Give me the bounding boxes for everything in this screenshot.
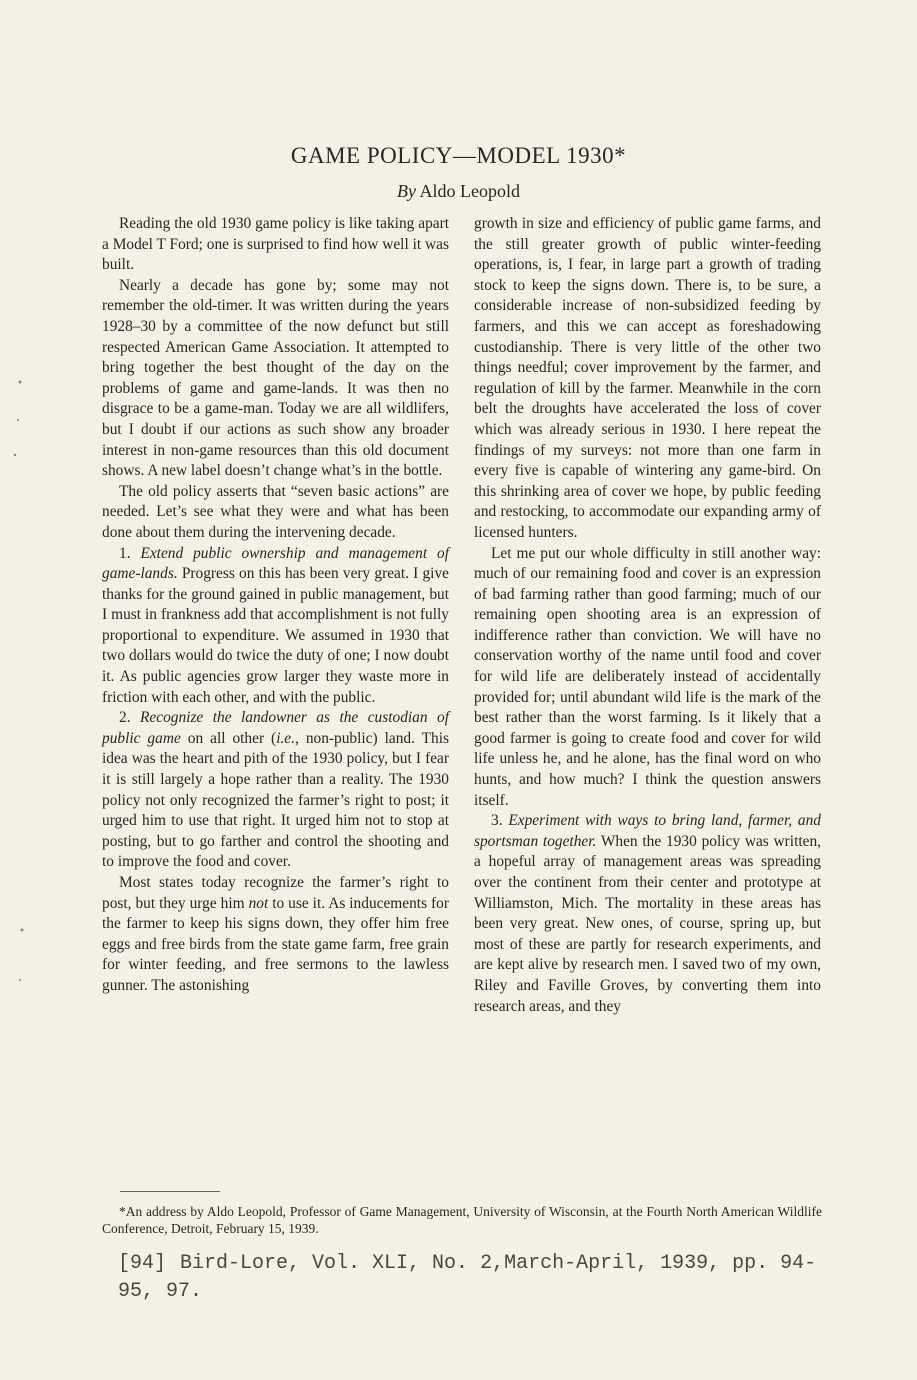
- footnote-rule: [120, 1191, 220, 1192]
- footnote: *An address by Aldo Leopold, Professor of Game Management, University of Wisconsin, at the Fourth North American Wildlife Conference, Detroit, February 15, 1939.: [102, 1204, 822, 1236]
- speck: [21, 929, 24, 932]
- item-heading: Extend public ownership and management of game-lands.: [102, 544, 449, 583]
- typed-citation: Bird-Lore, Vol. XLI, No. 2,March-April, 1939, pp. 94-95, 97.: [118, 1252, 817, 1303]
- item-heading: Experiment with ways to bring land, farmer, and sportsman together.: [474, 812, 821, 850]
- paragraph: The old policy asserts that “seven basic actions” are needed. Let’s see what they were and what has been done about them during the intervening decade.: [102, 482, 449, 541]
- citation-line: [118, 1250, 818, 1306]
- paragraph: growth in size and efficiency of public game farms, and the still greater growth of public winter-feeding operations, is, I fear, in large part a growth of trading stock to keep the signs down. There is, to be sure, a considerable increase of non-subsidized feeding by farmers, and this we can accept as foreshadowing custodianship. There is very little of the other two things needful; cover improvement by the farmer, and regulation of kill by the farmer. Meanwhile in the corn belt the droughts have accelerated the loss of cover which was already serious in 1930. I here repeat the findings of my surveys: not more than one farm in every five is capable of wintering any game-bird. On this shrinking area of cover we hope, by public feeding and restocking, to accommodate our expanding army of licensed hunters.: [474, 215, 821, 541]
- item-body: When the 1930 policy was written, a hopeful array of management areas was spreading over the continent from their center and prototype at Williamston, Mich. The mortality in these areas has been very great. New ones, of course, spring up, but most of these are partly for research experiments, and are kept alive by research men. I saved two of my own, Riley and Faville Groves, by converting them into research areas, and they: [474, 832, 821, 1015]
- article-title: GAME POLICY—MODEL 1930*: [290, 143, 627, 168]
- paragraph: Nearly a decade has gone by; some may not remember the old-timer. It was written during the years 1928–30 by a committee of the now defunct but still respected American Game Association. It attempted to bring together the best thought of the day on the problems of game and game-lands. It was then no disgrace to be a game-man. Today we are all wildlifers, but I doubt if our actions as such show any broader interest in non-game resources than this old document shows. A new label doesn’t change what’s in the bottle.: [102, 276, 449, 480]
- page-number: [94]: [118, 1252, 167, 1275]
- speck: [19, 381, 22, 384]
- item-body: Progress on this has been very great. I give thanks for the ground gained in public management, but I must in frankness add that accomplishment is not fully proportional to expenditure. We assumed in 1930 that two dollars would do twice the duty of one; I now doubt it. As public agencies grow larger they waste more in friction with each other, and with the public.: [102, 565, 449, 706]
- byline-prefix: By: [397, 181, 416, 201]
- item-number: 1.: [119, 544, 131, 562]
- emphasis-not: not: [248, 894, 269, 912]
- item-body-start: on all other (: [187, 729, 277, 747]
- item-heading: Recognize the landowner as the custodian of public game: [102, 709, 449, 747]
- paragraph: [102, 873, 449, 997]
- right-column: [474, 214, 821, 1017]
- item-number: 2.: [119, 709, 131, 727]
- margin-specks: [0, 0, 30, 1380]
- left-column: [102, 214, 449, 997]
- speck: [14, 454, 16, 456]
- byline: [0, 181, 917, 202]
- text-run: to use it. As inducements for the farmer to keep his signs down, they offer him free eggs and free birds from the state game farm, free grain for winter feeding, and free sermons to the lawless gunner. The astonishing: [102, 894, 449, 994]
- paragraph: [474, 811, 821, 1017]
- text-run: Most states today recognize the farmer’s right to post, but they urge him: [102, 874, 449, 912]
- paragraph: Reading the old 1930 game policy is like taking apart a Model T Ford; one is surprised to find how well it was built.: [102, 215, 449, 274]
- item-body: , non-public) land. This idea was the heart and pith of the 1930 policy, but I fear it is still largely a hope rather than a reality. The 1930 policy not only recognized the farmer’s right to post; it urged him to use that right. It urged him not to stop at posting, but to go farther and control the shooting and to improve the food and cover.: [102, 729, 449, 871]
- speck: [17, 419, 19, 421]
- paragraph: [102, 708, 449, 873]
- speck: [19, 979, 21, 981]
- item-number: 3.: [491, 812, 503, 830]
- paragraph: [102, 544, 449, 709]
- ie-abbrev: i.e.: [276, 729, 295, 747]
- paragraph: Let me put our whole difficulty in still another way: much of our remaining food and cover is an expression of bad farming rather than good farming; much of our remaining open shooting area is an expression of indifference rather than conviction. We will have no conservation worthy of the name until food and cover for wild life are deliberately instead of accidentally provided for; until abundant wild life is the mark of the best rather than the worst farming. Is it likely that a good farmer is going to create food and cover for wild life unless he, and he alone, has the final word on who hunts, and how much? I think the question answers itself.: [474, 544, 821, 809]
- author-name: Aldo Leopold: [419, 181, 520, 201]
